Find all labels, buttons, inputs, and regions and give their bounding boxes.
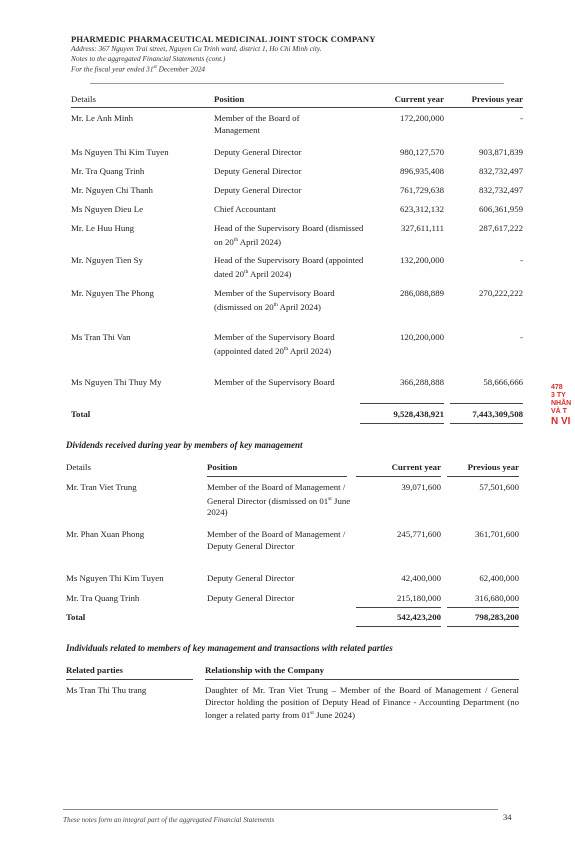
t1-total-rule-bottom <box>360 423 444 424</box>
t2-total-rule <box>447 607 519 608</box>
table-row-previous: 58,666,666 <box>483 377 523 387</box>
table-row-position: Member of the Board of Management <box>214 113 300 135</box>
table-row-current: 366,288,888 <box>400 377 444 387</box>
table-row-previous: 270,222,222 <box>479 288 523 298</box>
table-row-previous: 316,680,000 <box>475 593 519 603</box>
t2-header-rule <box>447 476 519 477</box>
table-row-position: Deputy General Director <box>214 166 302 176</box>
t2-header-previous: Previous year <box>467 462 519 472</box>
table-row-name: Mr. Nguyen Chi Thanh <box>71 185 153 195</box>
table-row-name: Mr. Tra Quang Trinh <box>71 166 145 176</box>
table-row-previous: 832,732,497 <box>479 185 523 195</box>
t2-total-previous: 798,283,200 <box>475 612 519 622</box>
notes-title: Notes to the aggregated Financial Statements (cont.) <box>71 53 226 63</box>
table-row-name: Ms Nguyen Thi Kim Tuyen <box>71 147 169 157</box>
t2-header-current: Current year <box>391 462 441 472</box>
table-row-current: 761,729,638 <box>400 185 444 195</box>
header-rule <box>90 83 504 84</box>
table-row-position: Head of the Supervisory Board (appointed dated 20th April 2024) <box>214 255 364 279</box>
t1-total-rule <box>450 403 523 404</box>
table-row-position: Member of the Supervisory Board <box>214 377 335 387</box>
t2-total-rule-bottom <box>356 626 441 627</box>
table-row-name: Mr. Phan Xuan Phong <box>66 529 145 539</box>
footer-note: These notes form an integral part of the aggregated Financial Statements <box>63 816 275 824</box>
t3-header-rule <box>205 679 519 680</box>
company-seal <box>551 384 575 432</box>
table-row-current: 286,088,889 <box>400 288 444 298</box>
table-row-previous: - <box>520 332 523 342</box>
t1-header-position: Position <box>214 94 245 104</box>
table-row-current: 896,935,408 <box>400 166 444 176</box>
table-row-current: 980,127,570 <box>400 147 444 157</box>
table-row-current: 172,200,000 <box>400 113 444 123</box>
t2-header-rule <box>356 476 441 477</box>
dividends-section-title: Dividends received during year by members of key management <box>66 440 303 450</box>
t1-header-details: Details <box>71 94 96 104</box>
table-row-current: 215,180,000 <box>397 593 441 603</box>
t1-header-rule <box>71 107 523 108</box>
related-parties-section-title: Individuals related to members of key management and transactions with related parties <box>66 643 393 653</box>
seal-line: VÀ T <box>551 408 567 415</box>
table-row-previous: - <box>520 255 523 265</box>
table-row-previous: - <box>520 113 523 123</box>
table-row-position: Chief Accountant <box>214 204 276 214</box>
t2-header-position: Position <box>207 462 238 472</box>
table-row-position: Member of the Supervisory Board (dismissed on 20th April 2024) <box>214 288 335 312</box>
t1-total-label: Total <box>71 409 91 419</box>
document-header <box>71 34 511 74</box>
table-row-current: 39,071,600 <box>401 482 441 492</box>
seal-line: 3 TY <box>551 392 566 399</box>
seal-line: 478 <box>551 384 563 391</box>
t1-total-current: 9,528,438,921 <box>393 409 444 419</box>
table-row-previous: 903,871,839 <box>479 147 523 157</box>
table-row-position: Deputy General Director <box>207 593 295 603</box>
table-row-position: Deputy General Director <box>214 147 302 157</box>
table-row-name: Mr. Le Huu Hung <box>71 223 135 233</box>
company-address: Address: 367 Nguyen Trai street, Nguyen Cu Trinh ward, district 1, Ho Chi Minh city. <box>71 44 322 53</box>
table-row-position: Member of the Supervisory Board (appointed dated 20th April 2024) <box>214 332 335 356</box>
table-row-name: Mr. Tran Viet Trung <box>66 482 137 492</box>
table-row-name: Mr. Le Anh Minh <box>71 113 134 123</box>
t2-header-rule <box>207 476 347 477</box>
t1-total-rule <box>360 403 444 404</box>
t3-header-rule <box>66 679 193 680</box>
table-row-name: Ms Nguyen Dieu Le <box>71 204 144 214</box>
seal-line: N VI <box>551 416 571 427</box>
table-row-name: Ms Tran Thi Van <box>71 332 131 342</box>
table-row-previous: 287,617,222 <box>479 223 523 233</box>
table-row-name: Mr. Tra Quang Trinh <box>66 593 140 603</box>
t2-header-details: Details <box>66 462 91 472</box>
t1-header-previous: Previous year <box>471 94 523 104</box>
t3-header-relationship: Relationship with the Company <box>205 665 325 675</box>
t3-header-party: Related parties <box>66 665 123 675</box>
table-row-position: Deputy General Director <box>207 573 295 583</box>
t2-total-rule <box>356 607 441 608</box>
table-row-previous: 361,701,600 <box>475 529 519 539</box>
table-row-position: Deputy General Director <box>214 185 302 195</box>
fiscal-period: For the fiscal year ended 31st December 2024 <box>71 64 206 74</box>
table-row-current: 623,312,132 <box>400 204 444 214</box>
table-row-position: Head of the Supervisory Board (dismissed on 20th April 2024) <box>214 223 364 247</box>
table-row-name: Ms Tran Thi Thu trang <box>66 685 147 695</box>
t2-total-current: 542,423,200 <box>397 612 441 622</box>
seal-line: NHẦN <box>551 400 572 407</box>
t2-total-label: Total <box>66 612 86 622</box>
table-row-position: Member of the Board of Management / Deputy General Director <box>207 529 346 551</box>
page-number: 34 <box>503 812 512 822</box>
t2-total-rule-bottom <box>447 626 519 627</box>
table-row-name: Mr. Nguyen Tien Sy <box>71 255 143 265</box>
table-row-previous: 57,501,600 <box>479 482 519 492</box>
table-row-current: 42,400,000 <box>401 573 441 583</box>
footer-rule <box>63 809 498 810</box>
table-row-current: 245,771,600 <box>397 529 441 539</box>
table-row-current: 327,611,111 <box>400 223 444 233</box>
table-row-name: Ms Nguyen Thi Kim Tuyen <box>66 573 164 583</box>
table-row-previous: 832,732,497 <box>479 166 523 176</box>
table-row-current: 120,200,000 <box>400 332 444 342</box>
table-row-position: Member of the Board of Management / General Director (dismissed on 01st June 2024) <box>207 482 351 518</box>
company-name: PHARMEDIC PHARMACEUTICAL MEDICINAL JOINT STOCK COMPANY <box>71 34 376 44</box>
table-row-current: 132,200,000 <box>400 255 444 265</box>
t1-total-previous: 7,443,309,508 <box>472 409 523 419</box>
table-row-relationship: Daughter of Mr. Tran Viet Trung – Member of the Board of Management / General Director holding the position of Deputy Head of Finance - Accounting Department (no longer a related party from 01st June 2024) <box>205 685 519 721</box>
t1-header-current: Current year <box>394 94 444 104</box>
table-row-previous: 62,400,000 <box>479 573 519 583</box>
table-row-previous: 606,361,959 <box>479 204 523 214</box>
t1-total-rule-bottom <box>450 423 523 424</box>
table-row-name: Ms Nguyen Thi Thuy My <box>71 377 162 387</box>
table-row-name: Mr. Nguyen The Phong <box>71 288 154 298</box>
